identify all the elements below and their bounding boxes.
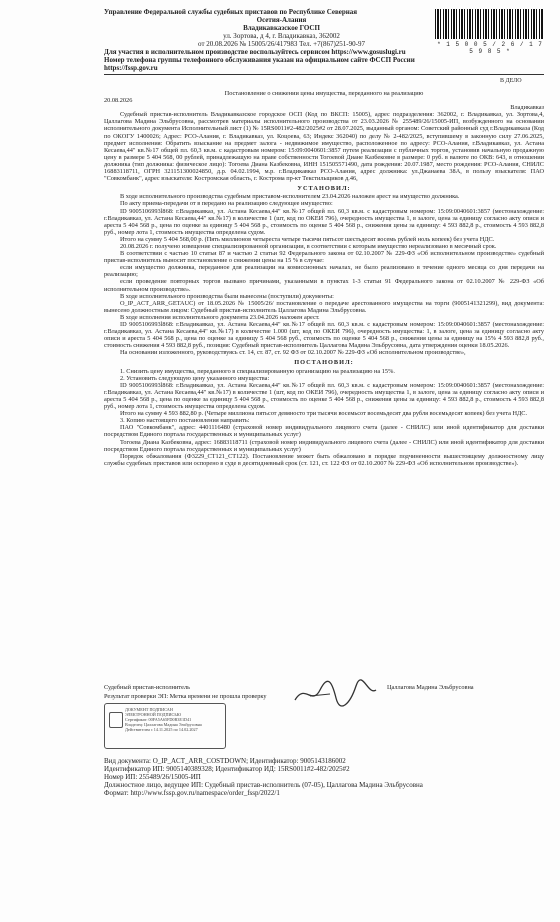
found-paragraph: если имущество должника, переданное для реализации на комиссионных началах, не было реализовано в течение одного месяца со дня передачи на реализацию;	[104, 264, 544, 279]
stamp-line: Действителен с 14.11.2025 по 14.02.2027	[125, 727, 198, 732]
signer-name: Цаллагова Мадина Эльбрусовна	[387, 684, 474, 691]
found-paragraph: ID 9005106993l868: г.Владикавказ, ул. Астана Кесаева,44" кв.№17 общей пл. 60,3 кв.м. с кадастровым номером: 15:09:0040601:3857 (местонахождение: г.Владикавказ, ул. Астана Кесаева,44" кв.№17) в количестве 1 (шт, код по ОКЕИ 796), очередность имущества 1, в залоге, цена за единицу согласно акту описи и ареста 5 404 568 р., цена по оценке за единицу 5 404 568 р., стоимость по оценке 5 404 568 р., снижения цены за единицу: 4 593 882,8 р., стоимость 4 593 882,8 руб., номер лота 1, стоимость имущества определена судом.	[104, 207, 544, 236]
gosuslugi-note: Для участия в исполнительном производстве воспользуйтесь сервисом https://www.gosuslugi.ru	[104, 48, 406, 56]
stamp-line: Сертификат: 00FA5A65FD0B3E1D41	[125, 717, 192, 722]
department-address: ул. Зортова, д 4, г. Владикавказ, 362002	[223, 32, 340, 40]
stamp-line: Владелец: Цаллагова Мадина Эльбрусовна	[125, 722, 202, 727]
document-date: 20.08.2026	[104, 97, 133, 105]
handwritten-signature	[290, 678, 380, 708]
decree-paragraph: Тогоева Диана Казбековна, адрес: 16883118711 (страховой номер индивидуального лицевого счета (далее - СНИЛС) или иной идентификатор для доставки посредством Единого портала государственных и муниципальных услуг)	[104, 438, 544, 453]
decree-paragraph: 1. Снизить цену имущества, переданного в специализированную организацию на реализацию на 15%.	[120, 367, 395, 375]
found-paragraph: В соответствии с частью 10 статьи 87 и частью 2 статьи 92 Федерального закона от 02.10.2007 № 229-ФЗ «Об исполнительном производстве» судебный пристав-исполнитель выносит постановление о снижении цены на 15 % в случае:	[104, 250, 544, 265]
found-heading: УСТАНОВИЛ:	[297, 185, 351, 193]
found-paragraph: В ходе исполнения исполнительного документа 23.04.2026 наложен арест.	[120, 313, 320, 321]
footer-doc-type: Вид документа: O_IP_ACT_ARR_COSTDOWN; Идентификатор: 9005143186002	[104, 757, 346, 765]
phone-note: Номер телефона группы телефонного обслуживания указан на официальном сайте ФССП России https://fssp.gov.ru	[104, 56, 415, 72]
footer-official: Должностное лицо, ведущее ИП: Судебный пристав-исполнитель (07-05), Цаллагова Мадина Эльбрусовна	[104, 780, 423, 789]
found-paragraph: если проведение повторных торгов вызвано причинами, указанными в пунктах 1-3 статьи 91 Федерального закона от 02.10.2007 № 229-ФЗ «Об исполнительном производстве».	[104, 278, 544, 293]
stamp-line: ЭЛЕКТРОННОЙ ПОДПИСЬЮ	[125, 712, 182, 717]
document-title: Постановление о снижении цены имущества, переданного на реализацию	[224, 90, 424, 97]
footer-format: Формат: http://www.fssp.gov.ru/namespace/order_fssp/2022/1	[104, 788, 280, 797]
found-paragraph: Итого на сумму 5 404 568,00 р. (Пять миллионов четыреста четыре тысячи пятьсот шестьдесят восемь рублей ноль копеек) без учета НДС.	[120, 235, 495, 243]
decree-paragraph: 2. Установить следующую цену указанного имущества:	[120, 374, 270, 382]
decree-paragraph: 3. Копию настоящего постановления направить:	[120, 417, 250, 425]
intro-paragraph: Судебный пристав-исполнитель Владикавказское городское ОСП (Код по ВКСП: 15005), адрес подразделения: 362002, г. Владикавказ, ул. Зортова,4, Цаллагова Мадина Эльбрусовна, рассмотрев материалы исполнительного производства от 23.03.2026 № 255489/26/15005-ИП, возбужденного на основании исполнительного документа Исполнительный лист (1) № 15RS0011#2-482/2025#2 от 28.07.2025, выданный органом: Советский районный суд г.Владикавказа (Код по ОКОГУ 1400026; Адрес: РСО-Алания, г. Владикавказ, ул. Коцоева, 63; Индекс 362040) по делу № 2-482/2025, вступившему в законную силу 27.06.2025, предмет исполнения: Обратить взыскание на предмет залога - недвижимое имущество, расположенное по адресу: РСО-Алания, г.Владикавказ, ул. Астана Кесаева,44" кв.№17 общей пл. 60,3 кв.м. с кадастровым номером: 15:09:0040601:3857 путем реализации с публичных торгов, установив начальную продажную цену в размере 5 404 568, 00 рублей, принадлежащую на праве собственности Тогоевой Диане Казбековне в размере: 0 руб. в валюте по ОКВ: 643, в отношении должника (тип должника: физическое лицо): Тогоева Диана Казбековна, ИНН 151505571490, дата рождения: 20.07.1987, место рождения: РСО-Алания, СНИЛС 16883118711, ОГРН 321151300024850, д.р. 04.02.1994, м.р. г.Владикавказ РСО-Алания, адрес должника: ул.Джанаева 38А, в пользу взыскателя: ПАО "Совкомбанк", адрес взыскателя: Костромская область, г. Кострома пр-кт Текстильщиков д.46,	[104, 111, 544, 183]
decree-paragraph: ПАО "Совкомбанк", адрес: 4401116480 (страховой номер индивидуального лицевого счета (далее - СНИЛС) или иной идентификатор для доставки посредством Единого портала государственных и муниципальных услуг)	[104, 424, 544, 439]
agency-region: Осетия-Алания	[256, 16, 307, 24]
decree-paragraph: ID 9005106993l868: г.Владикавказ, ул. Астана Кесаева,44" кв.№17 общей пл. 60,3 кв.м. с кадастровым номером: 15:09:0040601:3857 (местонахождение: г.Владикавказ, ул. Астана Кесаева,44" кв.№17) в количестве 1 (шт, код по ОКЕИ 796), очередность имущества 1, в залоге, цена за единицу согласно акту описи и ареста 5 404 568 р., цена по оценке за единицу 5 404 568 р., стоимость по оценке 5 404 568 р., снижения цены за единицу: 4 593 882,8 р., стоимость 4 593 882,8 руб., номер лота 1, стоимость имущества определена судом.	[104, 381, 544, 411]
barcode-number: * 1 5 0 0 5 / 2 6 / 1 7 5 9 8 5 *	[437, 41, 543, 55]
department-name: Владикавказское ГОСП	[243, 24, 320, 32]
found-paragraph: 20.08.2026 г. получено извещение специализированной организации, в соответствии с которым имущество нереализовано в месячный срок.	[120, 242, 497, 250]
document-body	[104, 90, 544, 467]
outgoing-number: от 20.08.2026 № 15005/26/417983 Тел. +7(867)251-90-97	[198, 40, 365, 48]
header-divider	[104, 74, 544, 75]
found-paragraph: На основании изложенного, руководствуясь ст. 14, ст. 87, ст. 92 ФЗ от 02.10.2007 № 229-ФЗ «Об исполнительном производстве»,	[120, 349, 466, 357]
decree-paragraph: Итого на сумму 4 593 882,80 р. (Четыре миллиона пятьсот девяносто три тысячи восемьсот восемьдесят два рубля восемьдесят копеек) без учета НДС.	[120, 410, 528, 418]
found-paragraph: В ходе исполнительного производства судебным приставом-исполнителем 23.04.2026 наложен арест на имущество должника.	[120, 193, 460, 201]
stamp-line: ДОКУМЕНТ ПОДПИСАН	[125, 707, 173, 712]
decree-paragraph: Порядок обжалования (Ф3229_СТ121_СТ122). Постановление может быть обжаловано в порядке подчиненности вышестоящему должностному лицу службы судебных приставов или оспорено в суде в десятидневный срок (ст. 121, ст. 122 ФЗ от 02.10.2007 № 229-ФЗ «Об исполнительном производстве»).	[104, 452, 544, 467]
decree-heading: ПОСТАНОВИЛ:	[294, 359, 354, 367]
document-city: Владикавказ	[510, 104, 544, 112]
signature-check-result: Результат проверки ЭП: Метка времени не прошла проверку	[104, 693, 267, 700]
found-paragraph: О_IP_ACT_ARR_GETAUC) от 18.05.2026 № 15005/26/ постановление о передаче арестованного имущества на торги (9005141321299), вид документа: вынесено должностным лицом: Судебный пристав-исполнитель Цаллагова Мадина Эльбрусовна.	[104, 299, 544, 314]
found-paragraph: По акту приема-передачи от в передано на реализацию следующее имущество:	[120, 200, 333, 208]
agency-name: Управление Федеральной службы судебных приставов по Республике Северная	[104, 8, 358, 16]
electronic-signature-stamp	[104, 703, 226, 749]
signer-role: Судебный пристав-исполнитель	[104, 684, 190, 691]
footer-ids: Идентификатор ИП: 9005140389328; Идентификатор ИД: 15RS0011#2-482/2025#2	[104, 764, 350, 773]
footer-case-number: Номер ИП: 255489/26/15005-ИП	[104, 772, 201, 781]
in-delo-mark: В ДЕЛО	[500, 78, 522, 84]
barcode	[435, 9, 543, 39]
found-paragraph: ID 9005106993l868: г.Владикавказ, ул. Астана Кесаева,44" кв.№17 общей пл. 60,3 кв.м. с кадастровым номером: 15:09:0040601:3857 (местонахождение: г.Владикавказ, ул. Астана Кесаева,44" кв.№17) в количестве 1.000 (шт, код по ОКЕИ 796), очередность имущества: 1, в залоге, цена за единицу согласно акту описи и ареста 5 404 568 р., цена по оценке за единицу 5 404 568 руб., стоимость по оценке 5 404 568 р., снижения цены за единицу на 15% 4 593 882,8 руб., стоимость снижения 4 593 882,8 руб., позиция: Судебный пристав-исполнитель Цаллагова Мадина Эльбрусовна, дата утверждения оценки 18.05.2026.	[104, 321, 544, 350]
found-paragraph: В ходе исполнительного производства были вынесены (поступили) документы:	[120, 292, 334, 300]
document-footer	[104, 758, 544, 798]
emblem-icon	[109, 712, 123, 728]
letterhead	[104, 8, 459, 72]
